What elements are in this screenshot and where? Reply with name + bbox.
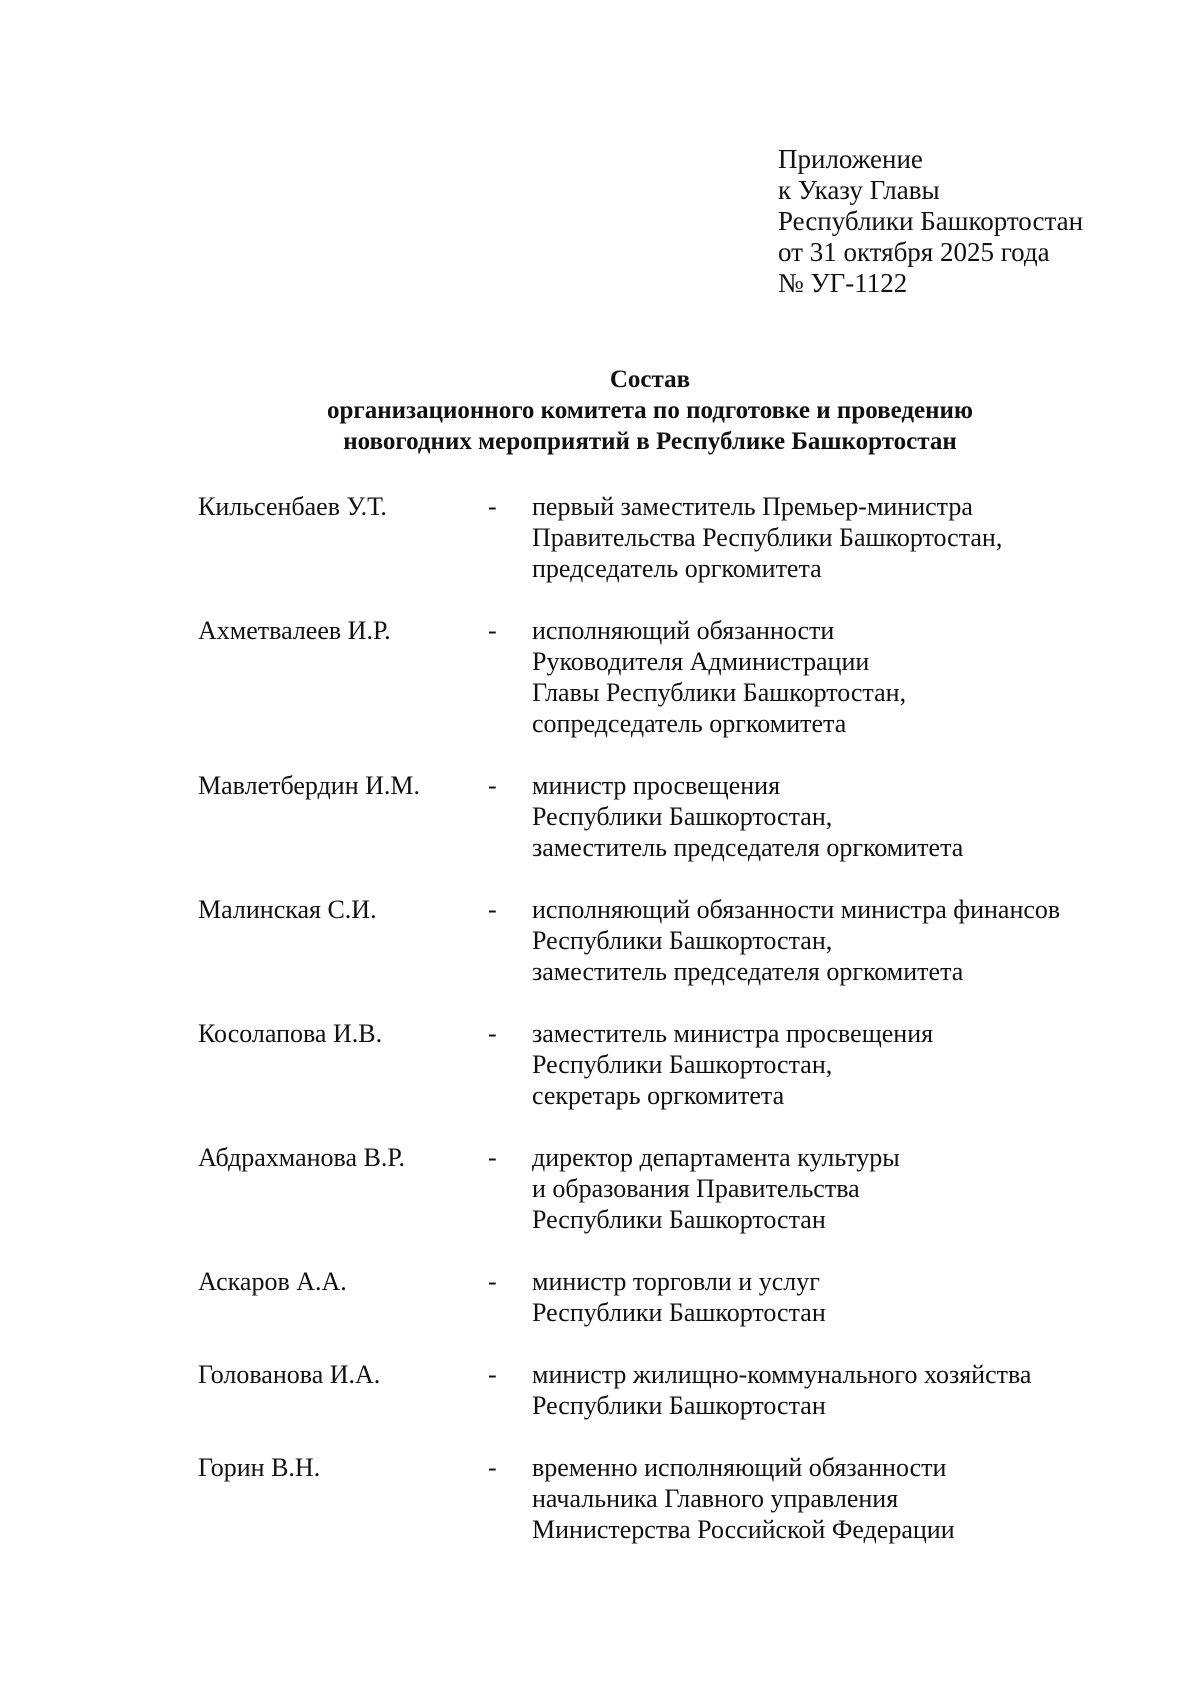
member-dash: - — [488, 1360, 497, 1389]
position-line: Республики Башкортостан — [532, 1205, 826, 1234]
title-line: новогодних мероприятий в Республике Башкортостан — [343, 428, 957, 455]
position-line: заместитель председателя оргкомитета — [532, 833, 964, 862]
member-row — [198, 1359, 1098, 1421]
member-name: Косолапова И.В. — [198, 1019, 383, 1048]
member-position — [532, 894, 1098, 987]
member-name: Малинская С.И. — [198, 895, 377, 924]
member-position — [532, 1142, 1098, 1235]
member-row — [198, 1266, 1098, 1328]
position-line: временно исполняющий обязанности — [532, 1453, 947, 1482]
member-row — [198, 770, 1098, 863]
position-line: исполняющий обязанности — [532, 616, 835, 645]
member-name: Мавлетбердин И.М. — [198, 771, 421, 800]
member-dash: - — [488, 1143, 497, 1172]
position-line: Министерства Российской Федерации — [532, 1515, 955, 1544]
member-name: Горин В.Н. — [198, 1453, 321, 1482]
position-line: исполняющий обязанности министра финансов — [532, 895, 1061, 924]
position-line: Республики Башкортостан — [532, 1391, 826, 1420]
member-row — [198, 1452, 1098, 1545]
committee-members-list — [198, 491, 1098, 1576]
member-position — [532, 1018, 1098, 1111]
position-line: первый заместитель Премьер-министра — [532, 492, 973, 521]
member-dash: - — [488, 492, 497, 521]
member-dash: - — [488, 895, 497, 924]
document-title — [150, 364, 1150, 457]
position-line: сопредседатель оргкомитета — [532, 709, 847, 738]
appendix-line: № УГ-1122 — [778, 268, 908, 298]
position-line: Главы Республики Башкортостан, — [532, 678, 907, 707]
member-row — [198, 1142, 1098, 1235]
appendix-line: Приложение — [778, 144, 923, 174]
position-line: Республики Башкортостан — [532, 1298, 826, 1327]
member-row — [198, 615, 1098, 739]
member-name: Аскаров А.А. — [198, 1267, 347, 1296]
position-line: заместитель министра просвещения — [532, 1019, 934, 1048]
position-line: секретарь оргкомитета — [532, 1081, 785, 1110]
member-row — [198, 1018, 1098, 1111]
member-dash: - — [488, 616, 497, 645]
member-name: Ахметвалеев И.Р. — [198, 616, 391, 645]
appendix-line: от 31 октября 2025 года — [778, 237, 1050, 267]
position-line: министр торговли и услуг — [532, 1267, 820, 1296]
member-dash: - — [488, 1267, 497, 1296]
member-name: Абдрахманова В.Р. — [198, 1143, 406, 1172]
position-line: Республики Башкортостан, — [532, 926, 833, 955]
position-line: начальника Главного управления — [532, 1484, 899, 1513]
member-position — [532, 615, 1098, 739]
title-line: организационного комитета по подготовке и проведению — [326, 397, 974, 424]
appendix-header — [778, 144, 1158, 299]
member-position — [532, 1266, 1098, 1328]
position-line: Правительства Республики Башкортостан, — [532, 523, 1003, 552]
position-line: и образования Правительства — [532, 1174, 860, 1203]
member-dash: - — [488, 771, 497, 800]
appendix-line: к Указу Главы — [778, 175, 940, 205]
member-row — [198, 491, 1098, 584]
member-position — [532, 1359, 1098, 1421]
member-dash: - — [488, 1019, 497, 1048]
position-line: заместитель председателя оргкомитета — [532, 957, 964, 986]
member-dash: - — [488, 1453, 497, 1482]
member-position — [532, 1452, 1098, 1545]
appendix-line: Республики Башкортостан — [778, 206, 1084, 236]
position-line: директор департамента культуры — [532, 1143, 900, 1172]
title-line: Состав — [609, 366, 691, 393]
member-name: Голованова И.А. — [198, 1360, 381, 1389]
member-row — [198, 894, 1098, 987]
position-line: председатель оргкомитета — [532, 554, 822, 583]
member-position — [532, 770, 1098, 863]
member-name: Кильсенбаев У.Т. — [198, 492, 387, 521]
member-position — [532, 491, 1098, 584]
position-line: Республики Башкортостан, — [532, 802, 833, 831]
position-line: Республики Башкортостан, — [532, 1050, 833, 1079]
position-line: Руководителя Администрации — [532, 647, 870, 676]
position-line: министр просвещения — [532, 771, 781, 800]
position-line: министр жилищно-коммунального хозяйства — [532, 1360, 1032, 1389]
